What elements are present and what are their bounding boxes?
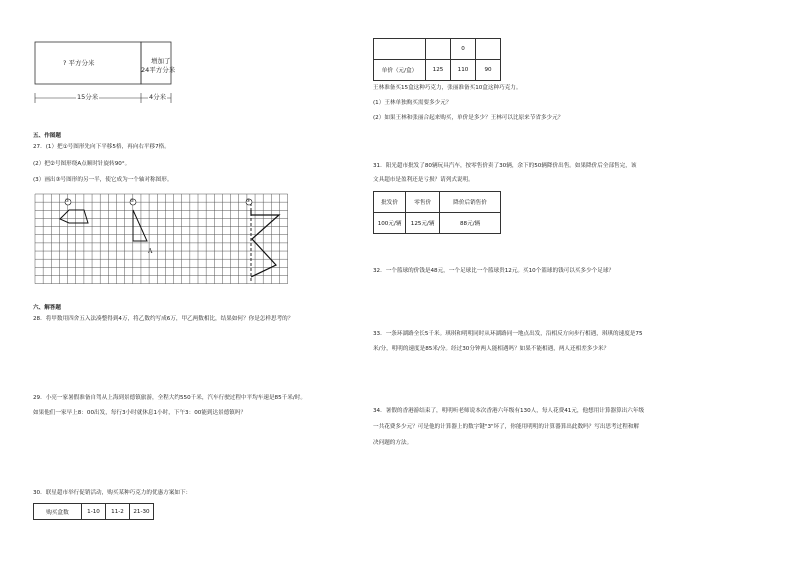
q27-3: (3）画出③号图形的另一半，使它成为一个轴对称图形。: [33, 177, 173, 183]
q27-1: 27．(1）把①号图形先向下平移5格，再向右平移7格。: [33, 144, 170, 150]
area-dim-right: 4分米: [149, 93, 167, 101]
table-cell: [476, 39, 501, 60]
table-cell: 100元/辆: [374, 213, 406, 234]
q28: 28．将甲数用四舍五入法凑整得到4万，将乙数约写成6万，甲乙两数相比，结果如何？你是怎样思考的？: [33, 316, 294, 322]
area-right-label-1: 增加了: [151, 57, 171, 65]
section6-title: 六、解答题: [33, 305, 61, 311]
table-cell: 降价后销售价: [440, 192, 501, 213]
point-a-label: A: [148, 248, 153, 255]
table-cell: 88元/辆: [440, 213, 501, 234]
q29-b: 如果他们一家早上8：00出发，每行3小时就休息1小时，下午3：00能到达景德镇吗？: [33, 410, 247, 416]
q34-c: 决问题的方法。: [373, 440, 413, 446]
table-cell: 90: [476, 60, 501, 81]
q33-b: 米/分，明明的速度是85米/分。经过30分钟两人能相遇吗？如果不能相遇，两人还相差多少米？: [373, 346, 610, 352]
table-cell: 0: [451, 39, 476, 60]
table-cell: 125: [426, 60, 451, 81]
grid-label-2: ②: [130, 198, 135, 204]
q31-a: 31．阳光超市批发了80辆玩具汽车，按零售价卖了30辆，余下的50辆降价出售。如果降价后全部售完，该: [373, 163, 637, 169]
area-figure: [30, 38, 195, 110]
q30: 30．联星超市举行促销活动，购买某种巧克力的优惠方案如下：: [33, 490, 192, 496]
table-cell: 单价（元/盒）: [374, 60, 426, 81]
table-cell: 11-2: [106, 504, 130, 520]
area-right-label-2: 24平方分米: [141, 66, 176, 74]
q31-b: 文具超市是盈利还是亏损？请列式说明。: [373, 177, 474, 183]
table-cell: [426, 39, 451, 60]
price-table-q31: [373, 191, 501, 234]
q34-b: 一共花费多少元？可是他的计算器上的数字键"3"坏了，你能用明明的计算器算出此数吗？写出思考过程和解: [373, 424, 640, 430]
table-cell: 零售价: [406, 192, 440, 213]
table-cell: 1-10: [82, 504, 106, 520]
q29-a: 29．小亮一家暑假准备自驾从上海到景德镇旅游，全程大约550千米，汽车行驶过程中平均车速是85千米/时。: [33, 395, 306, 401]
area-left-label: ? 平方分米: [63, 59, 95, 67]
table-cell: 125元/辆: [406, 213, 440, 234]
table-cell: 购买盒数: [34, 504, 82, 520]
grid-label-3: ③: [246, 198, 251, 204]
table-cell: 21-30: [130, 504, 154, 520]
table-cell: 110: [451, 60, 476, 81]
area-dim-left: 15分米: [77, 93, 99, 101]
table-cell: [374, 39, 426, 60]
price-table-top: [373, 38, 501, 81]
q32: 32．一个篮球的价钱是48元，一个足球比一个篮球贵12元。买10个篮球的钱可以买多少个足球？: [373, 268, 615, 274]
shape-2: [133, 210, 147, 241]
q34-a: 34．暑假的香港游结束了，明明听老师说本次香港六年级有130人，每人花费41元，他想用计算器算出六年级: [373, 408, 645, 414]
table-cell: 批发价: [374, 192, 406, 213]
q30-c1: (1）王林单独购买需要多少元？: [373, 100, 452, 106]
drawing-grid: [30, 189, 310, 295]
q30-c2: (2）如果王林和张丽合起来购买，单价是多少？王林可以比原来节省多少元？: [373, 115, 564, 121]
q27-2: (2）把②号图形绕A点顺时针旋转90°。: [33, 161, 131, 167]
section5-title: 五、作图题: [33, 133, 61, 139]
q33-a: 33．一条环湖路全长5千米。琪琪和明明同时从环湖路同一地点出发，沿相反方向步行相遇，琪琪的速度是75: [373, 331, 643, 337]
discount-table-left: [33, 503, 154, 520]
grid-label-1: ①: [65, 198, 70, 204]
q30-c: 王林准备买15盒这种巧克力，张丽准备买10盒这种巧克力。: [373, 85, 522, 91]
